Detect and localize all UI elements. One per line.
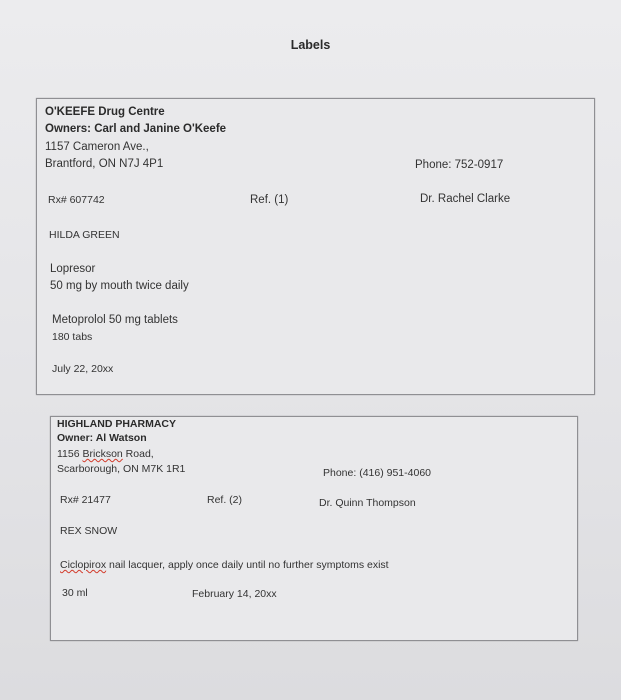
doctor-name: Dr. Quinn Thompson <box>319 497 416 509</box>
directions: Ciclopirox nail lacquer, apply once daily until no further symptoms exist <box>60 559 389 571</box>
quantity: 180 tabs <box>52 331 93 343</box>
ref-number: Ref. (1) <box>250 194 289 206</box>
store-address-line1: 1157 Cameron Ave., <box>45 141 149 153</box>
store-phone: Phone: (416) 951-4060 <box>323 467 431 479</box>
patient-name: REX SNOW <box>60 525 118 537</box>
store-address-line1: 1156 Brickson Road, <box>57 448 154 460</box>
directions: 50 mg by mouth twice daily <box>50 280 189 292</box>
prescription-label-2 <box>50 416 578 641</box>
spellcheck-flagged-word: Ciclopirox <box>60 559 107 571</box>
store-name: O'KEEFE Drug Centre <box>45 106 165 118</box>
ref-number: Ref. (2) <box>207 494 243 506</box>
store-phone: Phone: 752-0917 <box>415 159 504 171</box>
page-title: Labels <box>290 38 331 52</box>
product-description: Metoprolol 50 mg tablets <box>52 314 178 326</box>
drug-name: Lopresor <box>50 263 96 275</box>
store-name: HIGHLAND PHARMACY <box>57 418 176 430</box>
quantity: 30 ml <box>62 587 88 599</box>
doctor-name: Dr. Rachel Clarke <box>420 193 511 205</box>
rx-number: Rx# 21477 <box>60 494 111 506</box>
prescription-label-1 <box>36 98 595 395</box>
fill-date: July 22, 20xx <box>52 363 114 375</box>
spellcheck-flagged-word: Brickson <box>82 448 123 460</box>
store-owner: Owner: Al Watson <box>57 432 147 444</box>
store-owners: Owners: Carl and Janine O'Keefe <box>45 123 227 135</box>
store-address-line2: Scarborough, ON M7K 1R1 <box>57 463 186 475</box>
fill-date: February 14, 20xx <box>192 588 277 600</box>
store-address-line2: Brantford, ON N7J 4P1 <box>45 158 164 170</box>
rx-number: Rx# 607742 <box>48 194 105 206</box>
patient-name: HILDA GREEN <box>49 229 120 241</box>
